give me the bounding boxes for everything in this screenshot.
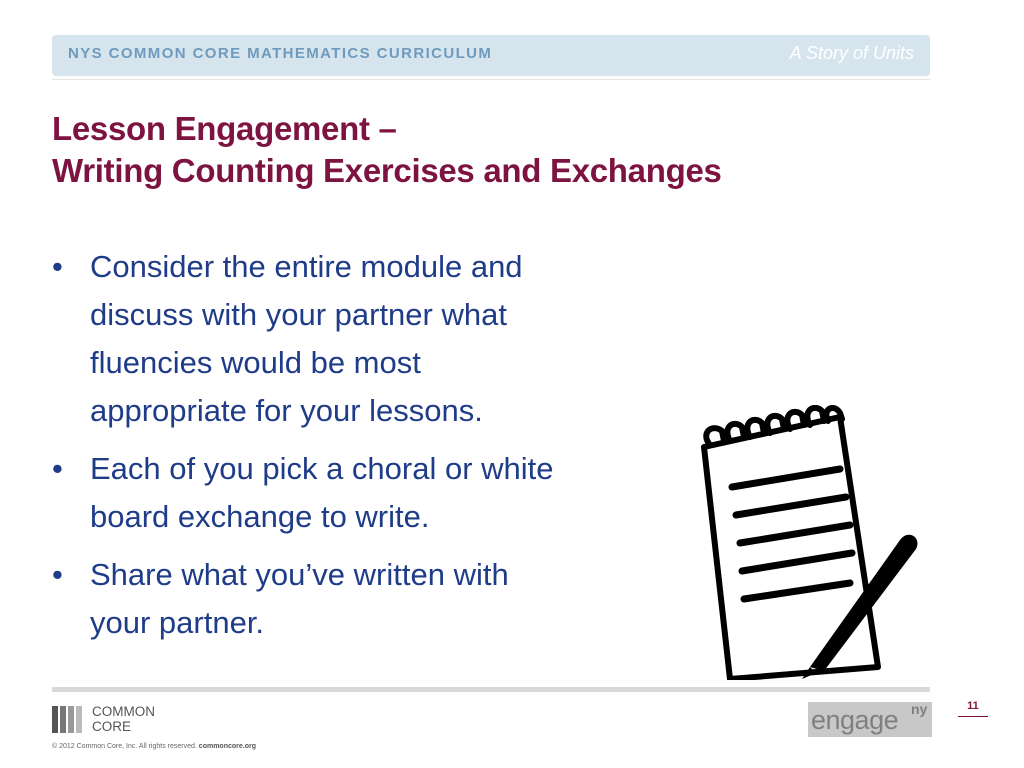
copyright-site: commoncore.org <box>198 743 256 750</box>
bullet-list <box>52 243 652 657</box>
bullet-text-line: Share what you’ve written with <box>90 557 509 592</box>
slide-title <box>52 108 722 191</box>
engage-ny-logo <box>808 702 932 737</box>
slide-title-line-2: Writing Counting Exercises and Exchanges <box>52 151 722 189</box>
bullet-dot-icon: • <box>52 249 63 284</box>
bullet-text-line: appropriate for your lessons. <box>90 393 483 428</box>
common-core-wordmark <box>92 704 155 734</box>
footer-divider <box>52 687 930 692</box>
header-divider <box>52 79 930 80</box>
bullet-dot-icon: • <box>52 557 63 592</box>
logo-line-core: CORE <box>92 719 132 734</box>
engage-superscript: ny <box>911 701 928 717</box>
page-number-underline <box>958 716 988 717</box>
header-bar <box>52 35 930 76</box>
copyright-notice <box>52 743 256 750</box>
bullet-text-line: your partner. <box>90 605 265 640</box>
bullet-item <box>52 243 652 435</box>
bullet-text-line: board exchange to write. <box>90 499 430 534</box>
common-core-bars-icon <box>52 706 86 733</box>
notepad-with-pen-icon <box>690 405 925 680</box>
bullet-text-line: discuss with your partner what <box>90 297 507 332</box>
common-core-logo <box>52 704 192 734</box>
curriculum-subtitle: A Story of Units <box>789 43 914 63</box>
logo-line-common: COMMON <box>92 704 155 719</box>
bullet-item <box>52 551 652 647</box>
bullet-item <box>52 445 652 541</box>
page-number: 11 <box>967 700 979 712</box>
engage-word: engage <box>811 705 899 735</box>
bullet-text-line: Each of you pick a choral or white <box>90 451 554 486</box>
copyright-text: © 2012 Common Core, Inc. All rights reserved. <box>52 743 197 750</box>
bullet-dot-icon: • <box>52 451 63 486</box>
slide-title-line-1: Lesson Engagement – <box>52 110 397 147</box>
bullet-text-line: fluencies would be most <box>90 345 421 380</box>
curriculum-title: NYS COMMON CORE MATHEMATICS CURRICULUM <box>68 45 493 62</box>
bullet-text-line: Consider the entire module and <box>90 249 523 284</box>
